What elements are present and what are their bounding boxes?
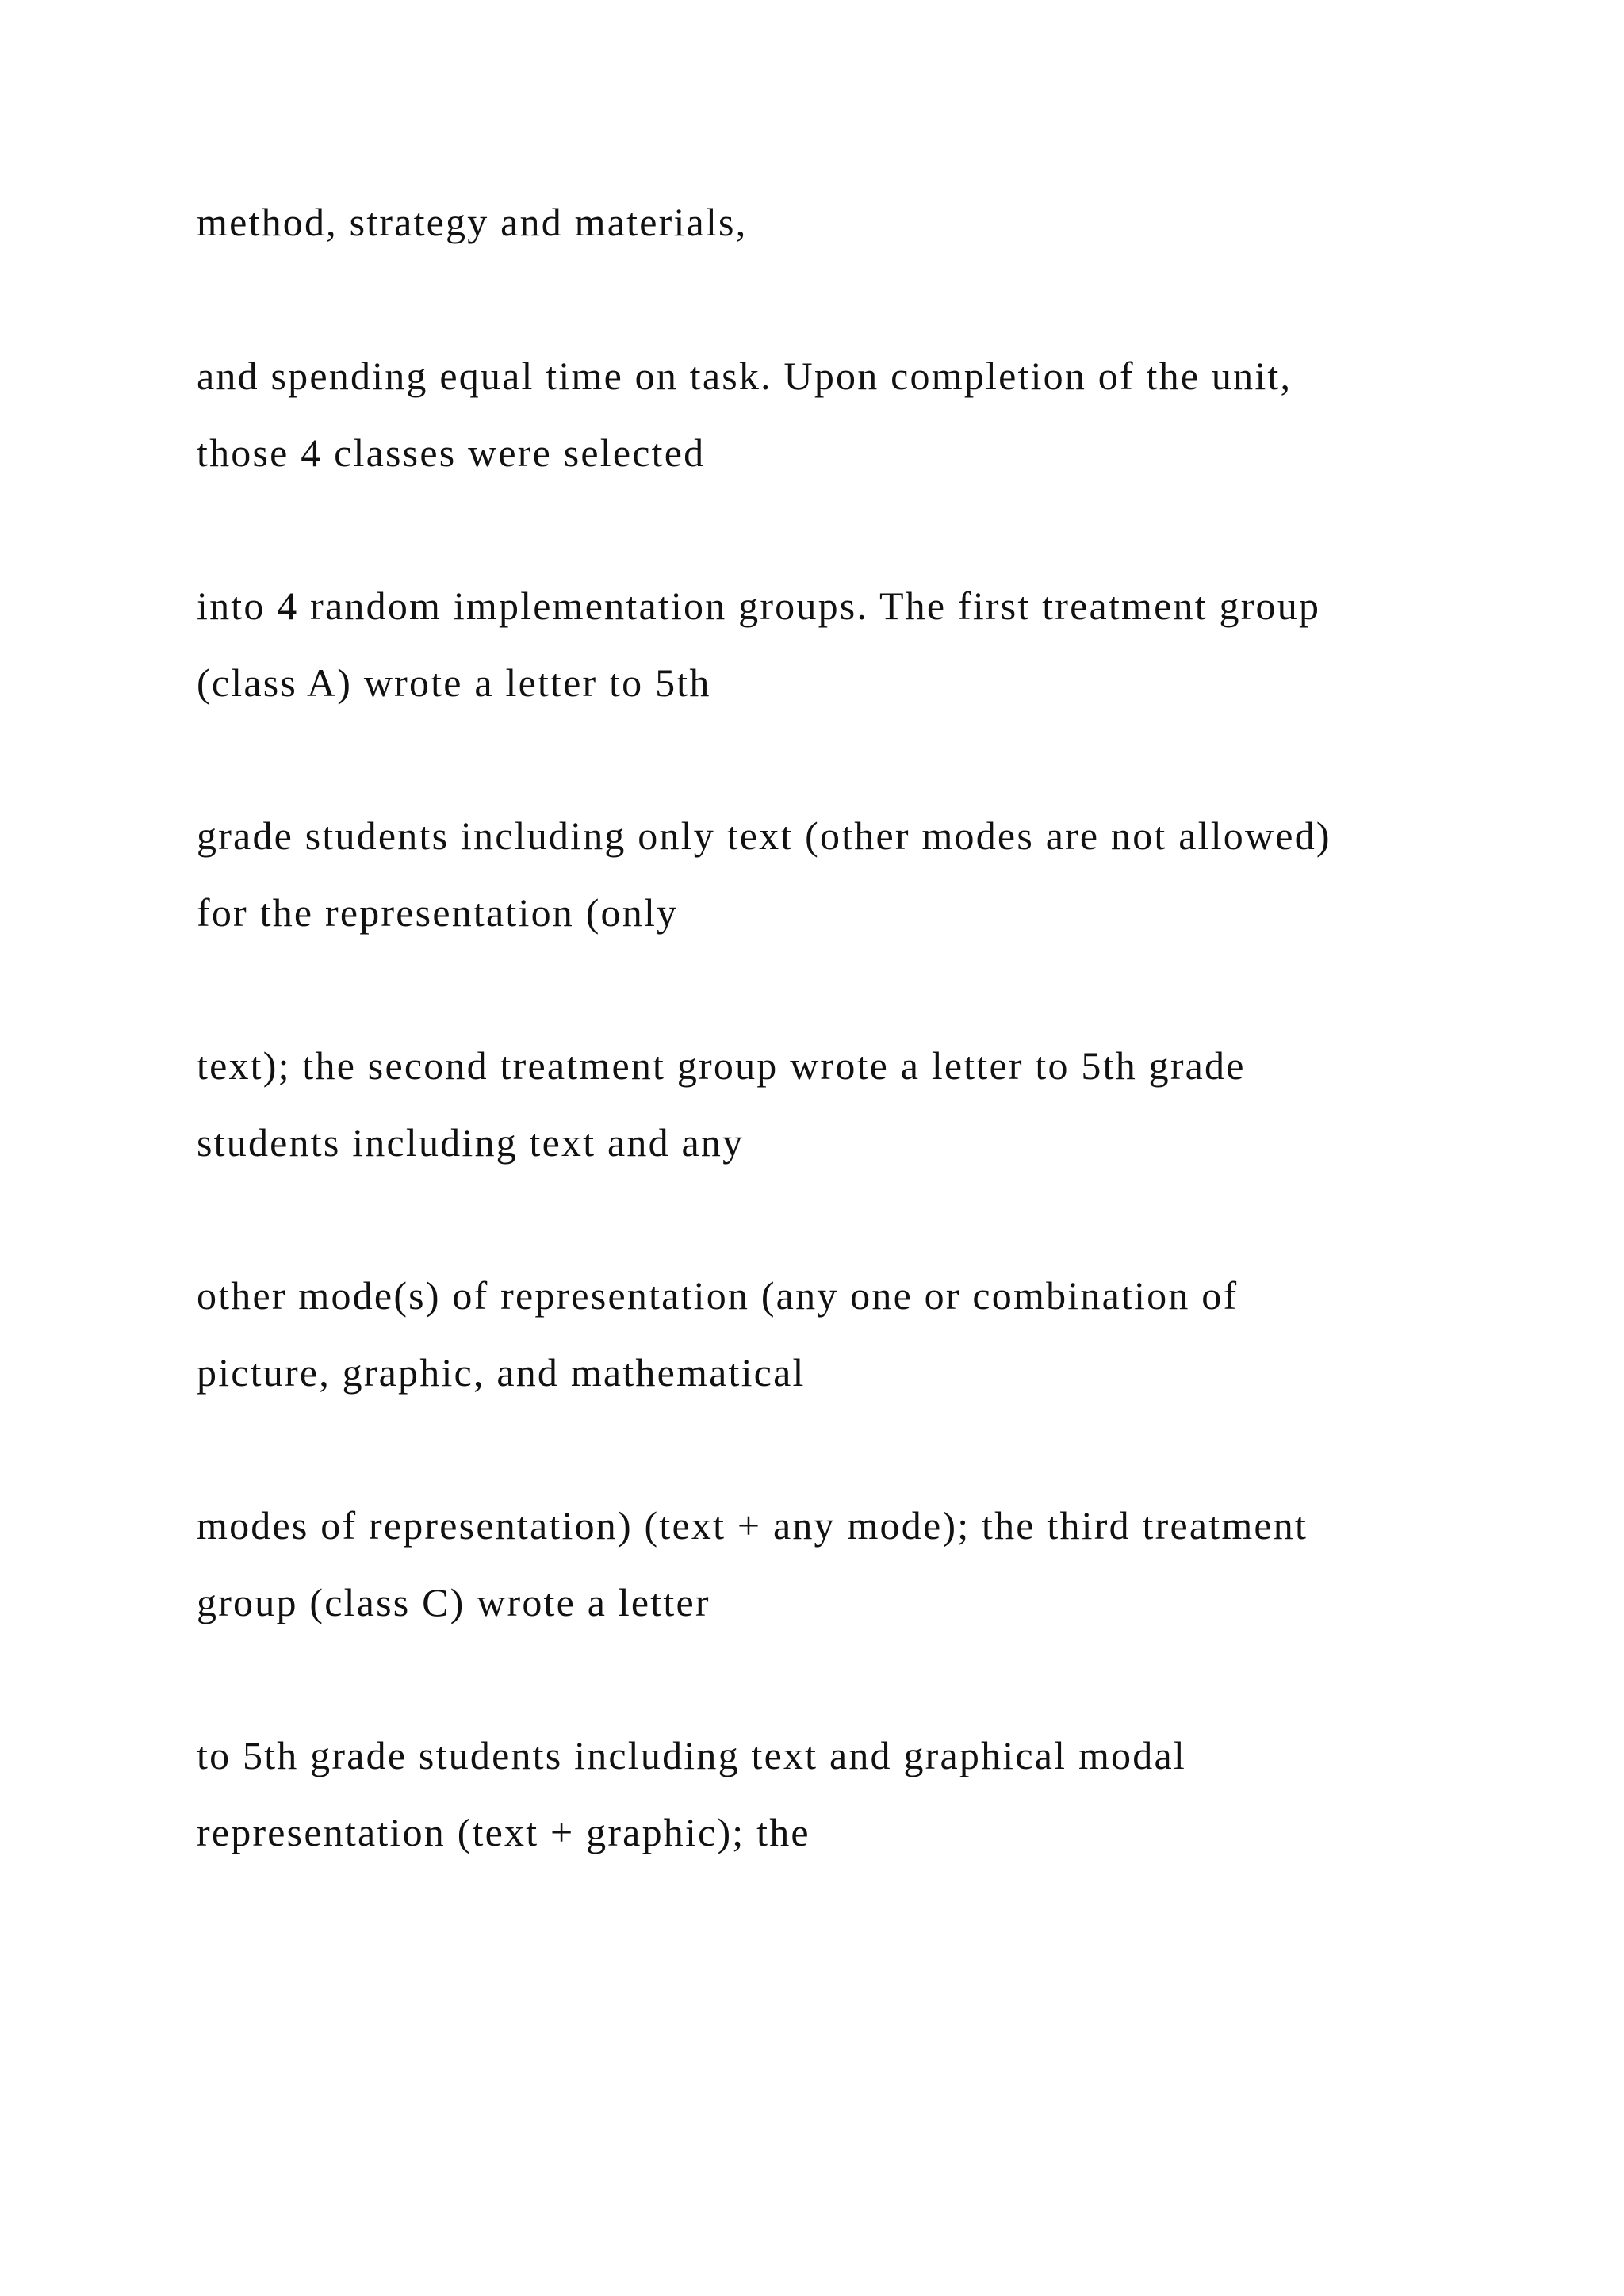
paragraph-line: representation (text + graphic); the xyxy=(197,1810,810,1854)
paragraph-line: and spending equal time on task. Upon completion of the unit, xyxy=(197,354,1293,398)
paragraph-line: picture, graphic, and mathematical xyxy=(197,1350,806,1395)
paragraph-line: text); the second treatment group wrote a letter to 5th grade xyxy=(197,1043,1246,1088)
paragraph-line: (class A) wrote a letter to 5th xyxy=(197,660,711,705)
paragraph-6 xyxy=(197,1257,1513,1411)
paragraph-line: grade students including only text (other modes are not allowed) xyxy=(197,813,1331,858)
paragraph-line: into 4 random implementation groups. The first treatment group xyxy=(197,584,1321,628)
paragraph-7 xyxy=(197,1487,1513,1641)
paragraph-line: modes of representation) (text + any mode); the third treatment xyxy=(197,1503,1308,1548)
paragraph-2 xyxy=(197,338,1513,492)
paragraph-5 xyxy=(197,1027,1513,1181)
paragraph-4 xyxy=(197,798,1513,951)
paragraph-3 xyxy=(197,568,1513,721)
paragraph-line: group (class C) wrote a letter xyxy=(197,1580,710,1624)
paragraph-line: method, strategy and materials, xyxy=(197,200,748,244)
paragraph-line: other mode(s) of representation (any one or combination of xyxy=(197,1273,1239,1318)
paragraph-line: students including text and any xyxy=(197,1120,745,1165)
paragraph-line: those 4 classes were selected xyxy=(197,430,706,475)
paragraph-line: for the representation (only xyxy=(197,890,679,935)
paragraph-1 xyxy=(197,184,1513,261)
paragraph-line: to 5th grade students including text and graphical modal xyxy=(197,1733,1186,1777)
paragraph-8 xyxy=(197,1717,1513,1871)
